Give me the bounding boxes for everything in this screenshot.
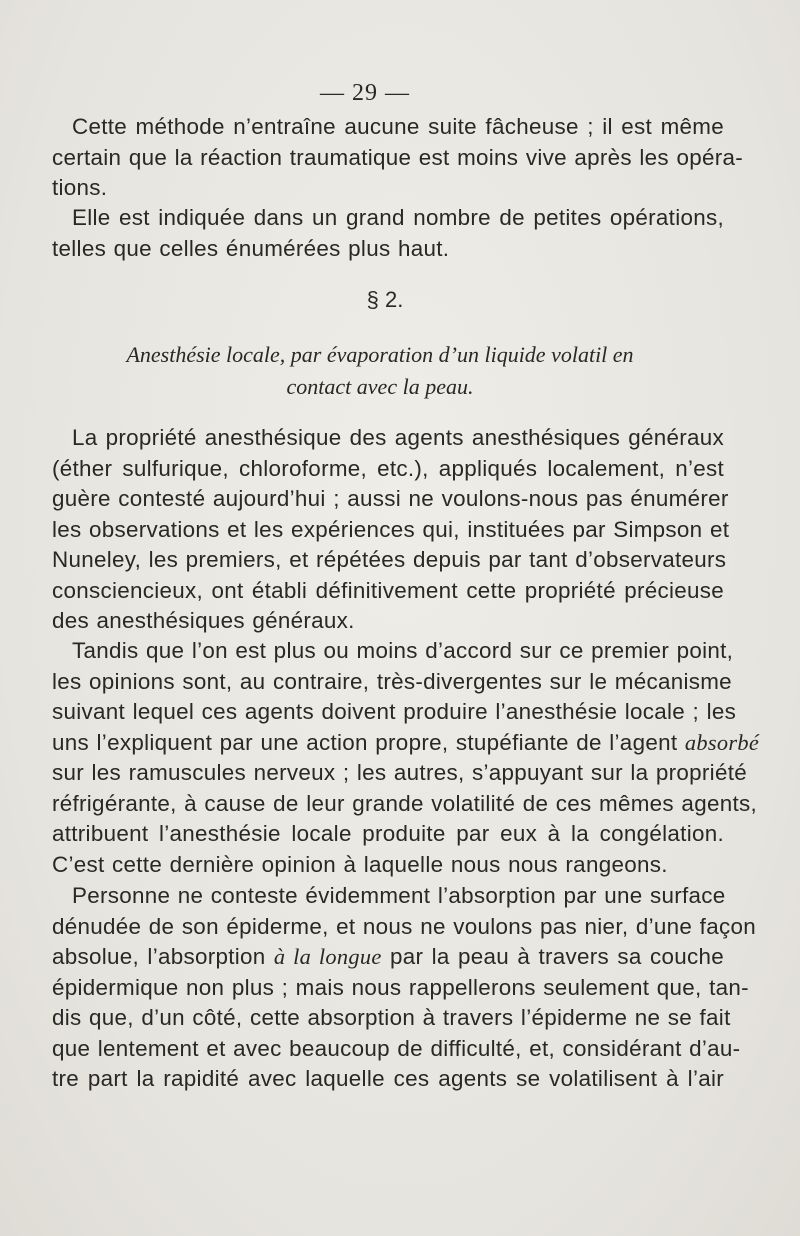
paragraph-5 <box>52 881 756 1095</box>
section-title-line: Anesthésie locale, par évaporation d’un liquide volatil en <box>126 342 634 367</box>
text-line: Tandis que l’on est plus ou moins d’accord sur ce premier point, <box>72 638 734 663</box>
italic-word: absorbé <box>684 729 760 755</box>
text-line: certain que la réaction traumatique est moins vive après les opéra- <box>52 144 743 170</box>
text-line: guère contesté aujourd’hui ; aussi ne voulons-nous pas énumérer <box>52 486 729 511</box>
text-span: absolue, l’absorption <box>52 944 266 969</box>
text-line: tions. <box>52 175 108 200</box>
text-line: Cette méthode n’entraîne aucune suite fâcheuse ; il est même <box>72 114 724 139</box>
text-line: réfrigérante, à cause de leur grande volatilité de ces mêmes agents, <box>52 790 757 816</box>
text-line: suivant lequel ces agents doivent produire l’anesthésie locale ; les <box>52 699 737 724</box>
text-line: La propriété anesthésique des agents anesthésiques généraux <box>72 425 724 450</box>
text-line: sur les ramuscules nerveux ; les autres, s’appuyant sur la propriété <box>52 760 747 785</box>
text-line: que lentement et avec beaucoup de difficulté, et, considérant d’au- <box>52 1035 741 1061</box>
section-number: § 2. <box>366 287 404 312</box>
section-title <box>40 339 720 403</box>
text-span: uns l’expliquent par une action propre, stupéfiante de l’agent <box>52 729 678 755</box>
text-line <box>52 728 760 759</box>
italic-phrase: à la longue <box>273 944 382 969</box>
text-line: Elle est indiquée dans un grand nombre de petites opérations, <box>72 205 724 230</box>
paragraph-2 <box>52 203 724 264</box>
text-line: les opinions sont, au contraire, très-divergentes sur le mécanisme <box>52 668 732 694</box>
text-span: par la peau à travers sa couche <box>390 944 725 969</box>
text-line: telles que celles énumérées plus haut. <box>52 235 450 261</box>
text-line: Nuneley, les premiers, et répétées depuis par tant d’observateurs <box>52 547 727 572</box>
paragraph-1 <box>52 112 743 204</box>
text-line: attribuent l’anesthésie locale produite par eux à la congélation. <box>52 821 724 846</box>
text-line: consciencieux, ont établi définitivement cette propriété précieuse <box>52 577 724 603</box>
text-line: des anesthésiques généraux. <box>52 608 355 633</box>
text-line: C’est cette dernière opinion à laquelle nous nous rangeons. <box>52 851 668 877</box>
paragraph-4 <box>52 636 760 880</box>
text-line: les observations et les expériences qui, instituées par Simpson et <box>52 516 730 542</box>
text-line: (éther sulfurique, chloroforme, etc.), appliqués localement, n’est <box>52 455 724 481</box>
text-line: dis que, d’un côté, cette absorption à travers l’épiderme ne se fait <box>52 1005 731 1030</box>
text-line: Personne ne conteste évidemment l’absorption par une surface <box>72 883 726 908</box>
text-line: dénudée de son épiderme, et nous ne voulons pas nier, d’une façon <box>52 913 756 939</box>
text-line: tre part la rapidité avec laquelle ces agents se volatilisent à l’air <box>52 1066 724 1091</box>
section-title-line: contact avec la peau. <box>286 374 474 399</box>
page-number: — 29 — <box>320 80 410 106</box>
text-line: épidermique non plus ; mais nous rappellerons seulement que, tan- <box>52 974 749 1000</box>
text-line <box>52 942 724 973</box>
paragraph-3 <box>52 423 730 637</box>
